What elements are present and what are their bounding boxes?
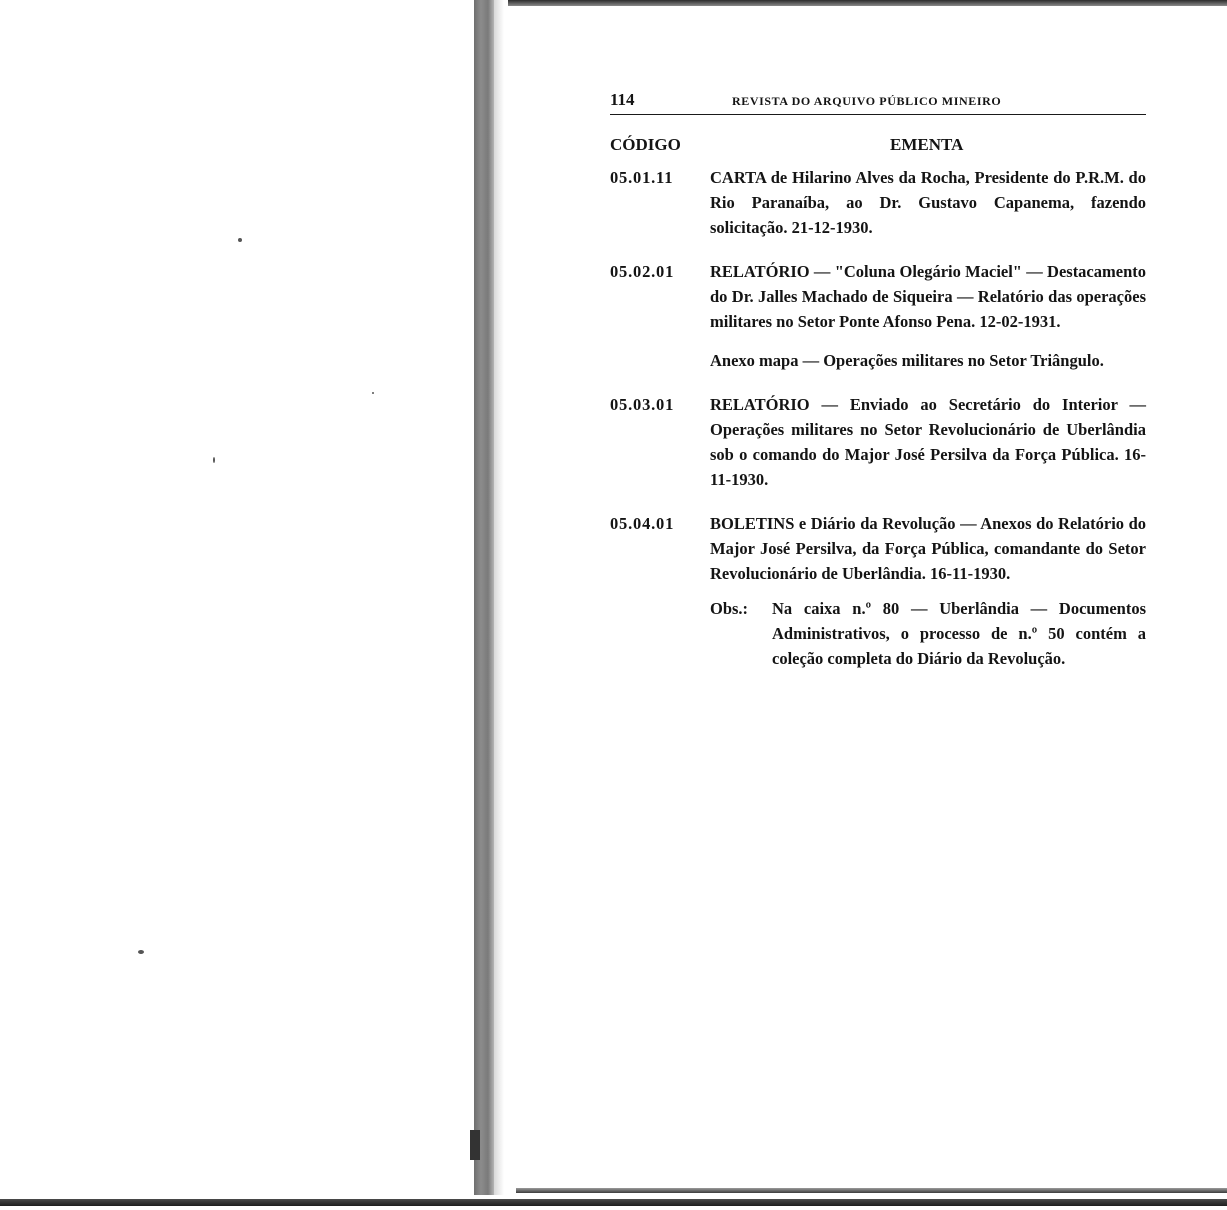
entry-body (710, 392, 1146, 492)
entry-code: 05.03.01 (610, 395, 675, 414)
entry-text: CARTA de Hilarino Alves da Rocha, Presidente do P.R.M. do Rio Paranaíba, ao Dr. Gustavo Capanema, fazendo solicitação. 21-12-1930. (710, 168, 1146, 237)
scan-top-edge (508, 0, 1227, 6)
running-head (610, 88, 1146, 115)
entry-text: RELATÓRIO — Enviado ao Secretário do Interior — Operações militares no Setor Revolucionário de Uberlândia sob o comando do Major José Persilva da Força Pública. 16-11-1930. (710, 395, 1146, 489)
entry-code: 05.04.01 (610, 514, 675, 533)
scan-bottom-edge-inner (516, 1188, 1227, 1193)
observation-label: Obs.: (710, 599, 749, 618)
entry-annex: Anexo mapa — Operações militares no Setor Triângulo. (710, 351, 1104, 370)
entry-code: 05.01.11 (610, 168, 674, 187)
entry-body (710, 511, 1146, 671)
dust-speck (372, 392, 374, 394)
catalog-entry (610, 511, 1146, 671)
dust-speck (213, 457, 215, 463)
book-spine-mark (470, 1130, 480, 1160)
book-spine-shadow (474, 0, 494, 1195)
document-page (610, 88, 1146, 671)
catalog-entry (610, 259, 1146, 373)
scan-bottom-edge (0, 1199, 1227, 1206)
dust-speck (238, 238, 242, 242)
column-headers (610, 135, 1146, 165)
left-blank-page (0, 0, 470, 1190)
entry-body (710, 165, 1146, 240)
catalog-entry (610, 392, 1146, 492)
code-column-header: CÓDIGO (610, 135, 681, 154)
entry-text: BOLETINS e Diário da Revolução — Anexos do Relatório do Major José Persilva, da Força Pública, comandante do Setor Revolucionário de Uberlândia. 16-11-1930. (710, 514, 1146, 583)
book-spine-highlight (494, 0, 504, 1195)
entry-observation (710, 596, 1146, 671)
entry-code: 05.02.01 (610, 262, 675, 281)
entry-body (710, 259, 1146, 373)
page-number: 114 (610, 90, 635, 109)
entry-text: RELATÓRIO — "Coluna Olegário Maciel" — Destacamento do Dr. Jalles Machado de Siqueira — Relatório das operações militares no Setor Ponte Afonso Pena. 12-02-1931. (710, 262, 1146, 331)
observation-text: Na caixa n.º 80 — Uberlândia — Documentos Administrativos, o processo de n.º 50 contém a coleção completa do Diário da Revolução. (772, 599, 1146, 668)
catalog-entry (610, 165, 1146, 240)
journal-title: REVISTA DO ARQUIVO PÚBLICO MINEIRO (732, 94, 1002, 108)
dust-speck (138, 950, 144, 954)
ementa-column-header: EMENTA (890, 135, 964, 154)
